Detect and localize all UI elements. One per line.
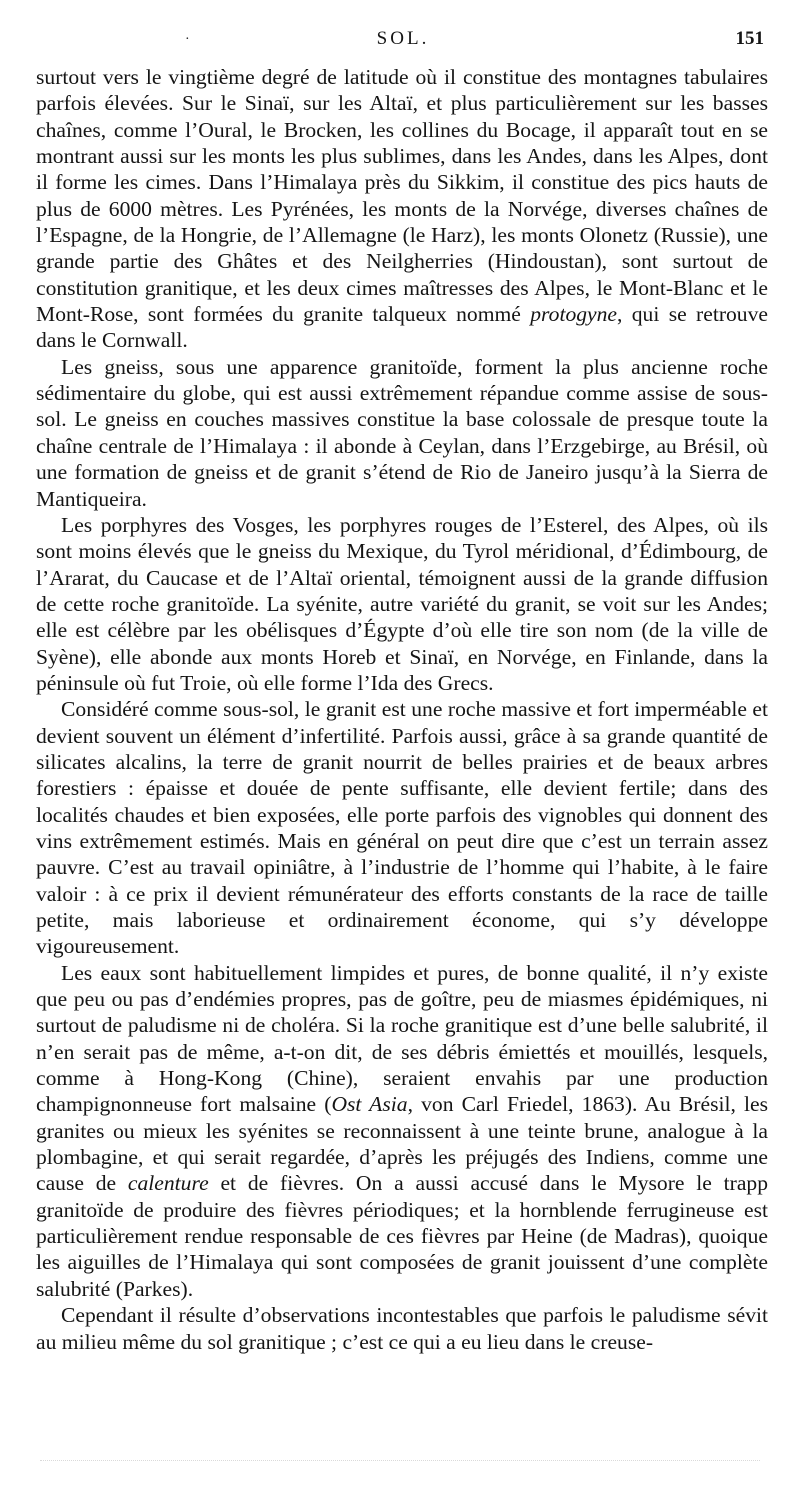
paragraph-eaux bbox=[36, 960, 768, 1302]
printer-mark: · bbox=[185, 32, 190, 47]
paragraph-text: , qui se retrouve dans le Cornwall. bbox=[36, 302, 768, 353]
italic-citation: Ost Asia bbox=[331, 1092, 408, 1117]
paragraph-continued bbox=[36, 64, 768, 354]
paragraph-text: Les eaux sont habituellement limpides et pures, de bonne qualité, il n’y existe que peu ou pas d’endémies propres, pas de goître, peu de miasmes épidémiques, ni surtout de paludisme ni de choléra. Si la roche granitique est d’une belle salubrité, il n’en serait pas de même, a-t-on dit, de ses débris émiettés et mouillés, lesquels, comme à Hong-Kong (Chine), seraient envahis par une production champignonneuse fort malsaine ( bbox=[36, 960, 768, 1117]
page-bottom-specks bbox=[40, 1460, 760, 1467]
paragraph-gneiss: Les gneiss, sous une apparence granitoïde, forment la plus ancienne roche sédimentaire du globe, qui est aussi extrêmement répandue comme assise de sous-sol. Le gneiss en couches massives constitue la base colossale de presque toute la chaîne centrale de l’Himalaya : il abonde à Ceylan, dans l’Erzgebirge, au Brésil, où une formation de gneiss et de granit s’étend de Rio de Janeiro jusqu’à la Sierra de Mantiqueira. bbox=[36, 354, 768, 511]
paragraph-text: surtout vers le vingtième degré de latitude où il constitue des montagnes tabulaires parfois élevées. Sur le Sinaï, sur les Altaï, et plus particulièrement sur les basses chaînes, comme l’Oural, le Brocken, les collines du Bocage, il apparaît tout en se montrant aussi sur les monts les plus sublimes, dans les Andes, dans les Alpes, dont il forme les cimes. Dans l’Himalaya près du Sikkim, il constitue des pics hauts de plus de 6000 mètres. Les Pyrénées, les monts de la Norvége, diverses chaînes de l’Espagne, de la Hongrie, de l’Allemagne (le Harz), les monts Olonetz (Russie), une grande partie des Ghâtes et des Neilgherries (Hindoustan), sont surtout de constitution granitique, et les deux cimes maîtresses des Alpes, le Mont-Blanc et le Mont-Rose, sont formées du granite talqueux nommé bbox=[36, 65, 768, 327]
page-number: 151 bbox=[735, 28, 764, 49]
paragraph-sous-sol: Considéré comme sous-sol, le granit est une roche massive et fort imperméable et devient souvent un élément d’infertilité. Parfois aussi, grâce à sa grande quantité de silicates alcalins, la terre de granit nourrit de belles prairies et de beaux arbres forestiers : épaisse et douée de pente suffisante, elle devient fertile; dans des localités chaudes et bien exposées, elle porte parfois des vignobles qui donnent des vins extrêmement estimés. Mais en général on peut dire que c’est un terrain assez pauvre. C’est au travail opiniâtre, à l’industrie de l’homme qui l’habite, à le faire valoir : à ce prix il devient rémunérateur des efforts constants de la race de taille petite, mais laborieuse et ordinairement économe, qui s’y développe vigoureusement. bbox=[36, 697, 768, 959]
page-header bbox=[36, 28, 770, 54]
body-text bbox=[36, 64, 768, 1355]
paragraph-text: , von Carl Friedel, 1863). Au Brésil, les granites ou mieux les syénites se reconnaissent à une teinte brune, analogue à la plombagine, et qui serait regardée, d’après les préjugés des Indiens, comme une cause de bbox=[36, 1092, 768, 1196]
italic-term: calenture bbox=[127, 1171, 209, 1196]
running-head: SOL. bbox=[376, 28, 430, 49]
paragraph-text: et de fièvres. On a aussi accusé dans le Mysore le trapp granitoïde de produire des fièvres périodiques; et la hornblende ferrugineuse est particulièrement rendue responsable de ces fièvres par Heine (de Madras), quoique les aiguilles de l’Himalaya qui sont composées de granit jouissent d’une complète salubrité (Parkes). bbox=[36, 1171, 769, 1301]
italic-term: protogyne bbox=[530, 302, 618, 327]
paragraph-cependant: Cependant il résulte d’observations incontestables que parfois le paludisme sévit au milieu même du sol granitique ; c’est ce qui a eu lieu dans le creuse- bbox=[36, 1303, 768, 1354]
paragraph-porphyres: Les porphyres des Vosges, les porphyres rouges de l’Esterel, des Alpes, où ils sont moins élevés que le gneiss du Mexique, du Tyrol méridional, d’Édimbourg, de l’Ararat, du Caucase et de l’Altaï oriental, témoignent aussi de la grande diffusion de cette roche granitoïde. La syénite, autre variété du granit, se voit sur les Andes; elle est célèbre par les obélisques d’Égypte d’où elle tire son nom (de la ville de Syène), elle abonde aux monts Horeb et Sinaï, en Norvége, en Finlande, dans la péninsule où fut Troie, où elle forme l’Ida des Grecs. bbox=[36, 512, 768, 695]
